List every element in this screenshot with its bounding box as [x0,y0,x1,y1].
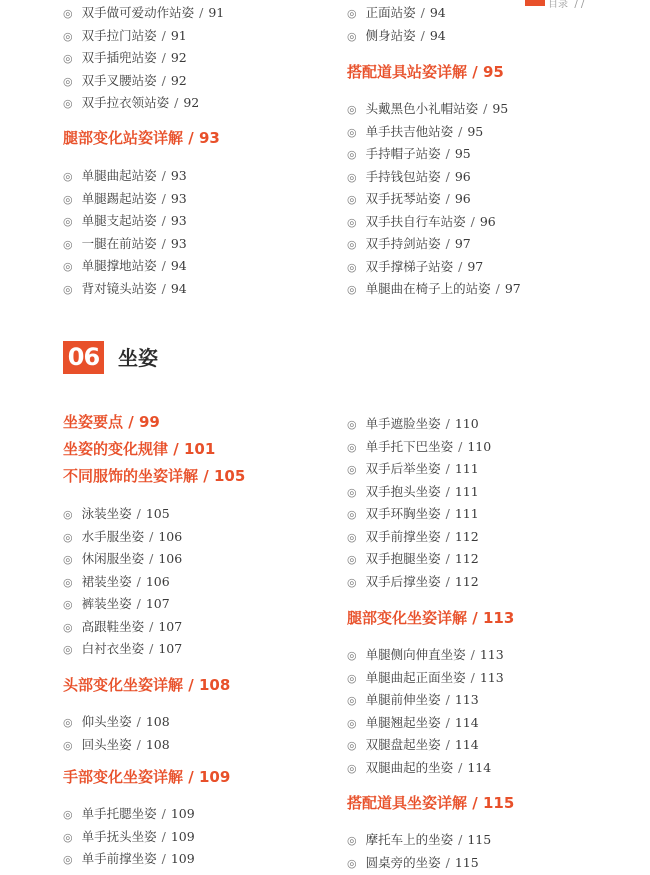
toc-entry-page: 111 [454,506,479,521]
toc-entry-page: 96 [479,213,496,229]
toc-entry-page: 94 [170,280,187,296]
separator: / [161,27,166,43]
toc-entry-page: 106 [145,573,170,589]
separator: / [445,236,450,251]
bullet-icon: ◎ [63,553,73,566]
section-heading-page: 115 [482,794,515,812]
toc-item [63,236,187,253]
toc-item [63,529,182,546]
separator: / [420,5,425,20]
separator: / [149,528,154,544]
separator: / [467,609,483,627]
separator: / [149,618,154,634]
toc-entry-page: 94 [429,27,446,43]
toc-item [347,484,479,501]
bullet-icon: ◎ [347,553,357,566]
toc-entry-page: 94 [429,5,446,20]
bullet-icon: ◎ [347,7,357,20]
toc-item [347,737,479,754]
separator: / [161,168,166,183]
separator: / [136,506,141,521]
bullet-icon: ◎ [63,575,73,589]
separator: / [445,714,450,730]
toc-entry-page: 107 [158,641,183,656]
bullet-icon: ◎ [347,575,357,589]
section-heading-page: 93 [198,129,220,147]
toc-entry-title: 单腿曲起站姿 [81,168,157,183]
separator: / [445,854,450,870]
toc-entry-title: 裤装坐姿 [81,596,132,611]
toc-entry-title: 单手托腮坐姿 [81,806,157,821]
bullet-icon: ◎ [63,530,73,544]
toc-item [347,855,479,872]
separator: / [149,551,154,566]
bullet-icon: ◎ [63,215,73,228]
toc-entry-page: 92 [170,50,187,65]
separator: / [495,281,500,296]
toc-entry-page: 106 [158,528,183,544]
toc-entry-title: 双腿盘起坐姿 [365,737,441,752]
toc-item [63,50,187,67]
separator: / [161,280,166,296]
bullet-icon: ◎ [347,671,357,685]
bullet-icon: ◎ [63,282,73,296]
toc-entry-title: 双腿曲起的坐姿 [365,759,454,775]
section-heading-title: 坐姿的变化规律 [63,440,169,458]
toc-item [63,829,195,846]
toc-entry-title: 双手叉腰站姿 [81,72,157,88]
toc-entry-title: 单手扶吉他站姿 [365,123,454,139]
toc-item [63,281,187,298]
bullet-icon: ◎ [63,853,73,866]
toc-item [63,737,170,754]
toc-entry-page: 92 [183,95,200,110]
toc-entry-title: 单腿翘起坐姿 [365,714,441,730]
toc-item [347,416,479,433]
toc-entry-title: 单腿撑地站姿 [81,258,157,273]
separator: / [467,63,483,81]
bullet-icon: ◎ [347,283,357,296]
separator: / [470,647,475,662]
section-heading-title: 搭配道具站姿详解 [347,63,468,81]
section-heading [63,467,245,485]
toc-item [63,619,182,636]
section-heading-title: 头部变化坐姿详解 [63,676,184,694]
toc-entry-title: 单手抚头坐姿 [81,828,157,844]
toc-item [347,439,491,456]
toc-entry-page: 114 [454,714,479,730]
separator: / [470,669,475,685]
separator: / [458,832,463,847]
toc-entry-title: 头戴黑色小礼帽站姿 [365,101,479,116]
separator: / [183,768,199,786]
separator: / [445,528,450,544]
toc-entry-page: 113 [479,669,504,685]
section-heading-page: 108 [198,676,231,694]
toc-item [347,461,479,478]
toc-entry-title: 正面站姿 [365,5,416,20]
toc-entry-title: 摩托车上的坐姿 [365,832,454,847]
separator: / [445,551,450,566]
section-heading [347,609,514,627]
separator: / [161,258,166,273]
toc-entry-page: 97 [504,281,521,296]
bullet-icon: ◎ [63,830,73,844]
toc-entry-title: 双手拉门站姿 [81,27,157,43]
toc-entry-title: 双手插兜站姿 [81,50,157,65]
separator: / [445,461,450,476]
toc-item [63,641,182,658]
separator: / [161,828,166,844]
separator: / [483,101,488,116]
toc-item [63,851,195,868]
bullet-icon: ◎ [347,530,357,544]
toc-item [347,259,483,276]
toc-entry-title: 单手托下巴坐姿 [365,438,454,454]
toc-entry-page: 110 [454,416,479,431]
separator: / [445,416,450,431]
separator: / [136,714,141,729]
toc-entry-page: 109 [170,851,195,866]
bullet-icon: ◎ [63,29,73,43]
toc-entry-page: 93 [170,190,187,206]
toc-entry-page: 109 [170,828,195,844]
section-heading-page: 95 [482,63,504,81]
section-heading-title: 搭配道具坐姿详解 [347,794,468,812]
toc-entry-title: 单腿踢起站姿 [81,190,157,206]
toc-entry-title: 一腿在前站姿 [81,235,157,251]
toc-item [347,124,483,141]
toc-entry-page: 112 [454,528,479,544]
bullet-icon: ◎ [63,74,73,88]
toc-item [347,281,521,298]
bullet-icon: ◎ [347,716,357,730]
separator: / [136,736,141,752]
toc-entry-title: 圆桌旁的坐姿 [365,854,441,870]
toc-entry-page: 111 [454,483,479,499]
bullet-icon: ◎ [63,643,73,656]
toc-entry-title: 双手做可爱动作站姿 [81,5,195,20]
toc-entry-title: 休闲服坐姿 [81,551,145,566]
bullet-icon: ◎ [347,170,357,184]
separator: / [467,794,483,812]
toc-entry-title: 手持钱包站姿 [365,168,441,184]
toc-entry-page: 97 [454,236,471,251]
toc-item [63,506,170,523]
bullet-icon: ◎ [347,418,357,431]
section-heading-title: 手部变化坐姿详解 [63,768,184,786]
toc-item [63,95,199,112]
bullet-icon: ◎ [347,508,357,521]
toc-entry-title: 双手抚琴站姿 [365,191,441,206]
toc-entry-page: 112 [454,573,479,589]
toc-item [63,806,195,823]
bullet-icon: ◎ [347,29,357,43]
section-heading [63,768,230,786]
toc-item [347,692,479,709]
separator: / [445,573,450,589]
separator: / [161,72,166,88]
section-heading-title: 坐姿要点 [63,413,124,431]
toc-item [347,28,446,45]
bullet-icon: ◎ [63,598,73,611]
toc-entry-title: 水手服坐姿 [81,528,145,544]
toc-item [63,28,187,45]
toc-item [347,191,471,208]
bullet-icon: ◎ [347,463,357,476]
toc-entry-title: 背对镜头站姿 [81,280,157,296]
section-heading-title: 不同服饰的坐姿详解 [63,467,199,485]
separator: / [445,168,450,184]
toc-item [63,5,224,22]
section-heading [63,676,230,694]
toc-entry-page: 115 [467,832,492,847]
toc-item [347,506,479,523]
bullet-icon: ◎ [347,694,357,707]
toc-item [347,574,479,591]
section-heading-title: 腿部变化站姿详解 [63,129,184,147]
toc-entry-page: 93 [170,235,187,251]
bullet-icon: ◎ [347,485,357,499]
toc-entry-title: 双手持剑站姿 [365,236,441,251]
bullet-icon: ◎ [63,738,73,752]
toc-entry-title: 双手扶自行车站姿 [365,213,466,229]
section-heading [63,129,220,147]
bullet-icon: ◎ [347,649,357,662]
toc-item [347,146,471,163]
toc-item [63,714,170,731]
toc-entry-page: 107 [145,596,170,611]
toc-entry-page: 114 [467,759,492,775]
separator: / [183,129,199,147]
separator: / [458,258,463,274]
section-heading-page: 109 [198,768,231,786]
bullet-icon: ◎ [63,237,73,251]
toc-entry-title: 双手后举坐姿 [365,461,441,476]
bullet-icon: ◎ [347,238,357,251]
separator: / [161,190,166,206]
section-heading-title: 腿部变化坐姿详解 [347,609,468,627]
toc-entry-page: 96 [454,168,471,184]
toc-entry-page: 94 [170,258,187,273]
bullet-icon: ◎ [63,716,73,729]
toc-entry-title: 泳装坐姿 [81,506,132,521]
toc-entry-page: 96 [454,191,471,206]
toc-item [63,168,187,185]
section-heading [347,794,514,812]
toc-entry-title: 回头坐姿 [81,736,132,752]
toc-item [63,213,187,230]
bullet-icon: ◎ [347,440,357,454]
bullet-icon: ◎ [63,52,73,65]
section-heading-page: 101 [183,440,216,458]
bullet-icon: ◎ [347,103,357,116]
toc-entry-title: 双手抱头坐姿 [365,483,441,499]
toc-entry-page: 114 [454,737,479,752]
separator: / [445,146,450,161]
toc-entry-page: 112 [454,551,479,566]
toc-entry-title: 双手环胸坐姿 [365,506,441,521]
toc-entry-title: 单腿前伸坐姿 [365,692,441,707]
bullet-icon: ◎ [347,215,357,229]
toc-entry-page: 97 [467,258,484,274]
toc-entry-title: 单手遮脸坐姿 [365,416,441,431]
bullet-icon: ◎ [347,125,357,139]
separator: / [458,759,463,775]
toc-entry-page: 93 [170,168,187,183]
separator: / [161,851,166,866]
toc-entry-title: 裙装坐姿 [81,573,132,589]
toc-item [63,258,187,275]
separator: / [136,596,141,611]
separator: / [168,440,184,458]
toc-item [63,73,187,90]
toc-entry-page: 91 [170,27,187,43]
toc-item [347,169,471,186]
toc-item [347,551,479,568]
separator: / [445,692,450,707]
toc-entry-title: 高跟鞋坐姿 [81,618,145,634]
toc-entry-title: 单腿曲在椅子上的站姿 [365,281,491,296]
toc-entry-page: 110 [467,438,492,454]
toc-entry-title: 双手撑梯子站姿 [365,258,454,274]
toc-item [347,5,446,22]
toc-item [347,101,508,118]
toc-entry-title: 单腿侧向伸直坐姿 [365,647,466,662]
section-heading-page: 105 [213,467,246,485]
bullet-icon: ◎ [347,739,357,752]
section-heading [63,440,215,458]
bullet-icon: ◎ [347,834,357,847]
toc-entry-page: 95 [454,146,471,161]
bullet-icon: ◎ [63,808,73,821]
toc-entry-title: 双手前撑坐姿 [365,528,441,544]
separator: / [470,213,475,229]
toc-entry-title: 侧身站姿 [365,27,416,43]
toc-item [347,670,504,687]
toc-entry-title: 单腿支起站姿 [81,213,157,228]
toc-entry-page: 113 [479,647,504,662]
bullet-icon: ◎ [63,620,73,634]
toc-item [63,596,170,613]
separator: / [445,483,450,499]
toc-item [347,236,471,253]
toc-item [347,832,491,849]
toc-entry-title: 单腿曲起正面坐姿 [365,669,466,685]
toc-entry-title: 仰头坐姿 [81,714,132,729]
toc-item [63,191,187,208]
bullet-icon: ◎ [347,856,357,870]
separator: / [445,191,450,206]
toc-item [63,551,182,568]
separator: / [161,806,166,821]
chapter-title: 坐姿 [118,346,158,370]
toc-entry-title: 白衬衣坐姿 [81,641,145,656]
separator: / [136,573,141,589]
toc-entry-page: 115 [454,854,479,870]
bullet-icon: ◎ [347,260,357,274]
bullet-icon: ◎ [347,193,357,206]
toc-entry-page: 95 [467,123,484,139]
separator: / [161,50,166,65]
separator: / [123,413,139,431]
separator: / [174,95,179,110]
toc-entry-page: 111 [454,461,479,476]
toc-entry-page: 95 [492,101,509,116]
toc-entry-page: 108 [145,714,170,729]
toc-item [63,574,170,591]
separator: / [183,676,199,694]
bullet-icon: ◎ [63,260,73,273]
separator: / [198,467,214,485]
toc-entry-page: 91 [208,5,225,20]
corner-label: 目录 / / [548,0,585,10]
separator: / [149,641,154,656]
bullet-icon: ◎ [63,7,73,20]
toc-entry-page: 109 [170,806,195,821]
bullet-icon: ◎ [63,508,73,521]
toc-item [347,760,491,777]
section-heading [63,413,160,431]
toc-entry-page: 113 [454,692,479,707]
bullet-icon: ◎ [63,97,73,110]
toc-item [347,214,496,231]
section-heading [347,63,504,81]
corner-tab [525,0,545,6]
separator: / [161,213,166,228]
separator: / [199,5,204,20]
toc-item [347,715,479,732]
bullet-icon: ◎ [63,192,73,206]
toc-item [347,647,504,664]
toc-entry-title: 双手后撑坐姿 [365,573,441,589]
toc-entry-title: 单手前撑坐姿 [81,851,157,866]
bullet-icon: ◎ [63,170,73,183]
separator: / [420,27,425,43]
toc-entry-page: 105 [145,506,170,521]
separator: / [458,438,463,454]
separator: / [458,123,463,139]
toc-entry-page: 106 [158,551,183,566]
toc-entry-page: 93 [170,213,187,228]
toc-entry-page: 108 [145,736,170,752]
bullet-icon: ◎ [347,148,357,161]
bullet-icon: ◎ [347,761,357,775]
toc-entry-title: 双手拉衣领站姿 [81,95,170,110]
toc-entry-title: 手持帽子站姿 [365,146,441,161]
toc-entry-title: 双手抱腿坐姿 [365,551,441,566]
chapter-number-badge: 06 [63,341,104,374]
section-heading-page: 99 [138,413,160,431]
toc-entry-page: 107 [158,618,183,634]
toc-item [347,529,479,546]
separator: / [445,737,450,752]
section-heading-page: 113 [482,609,515,627]
separator: / [161,235,166,251]
toc-entry-page: 92 [170,72,187,88]
separator: / [445,506,450,521]
